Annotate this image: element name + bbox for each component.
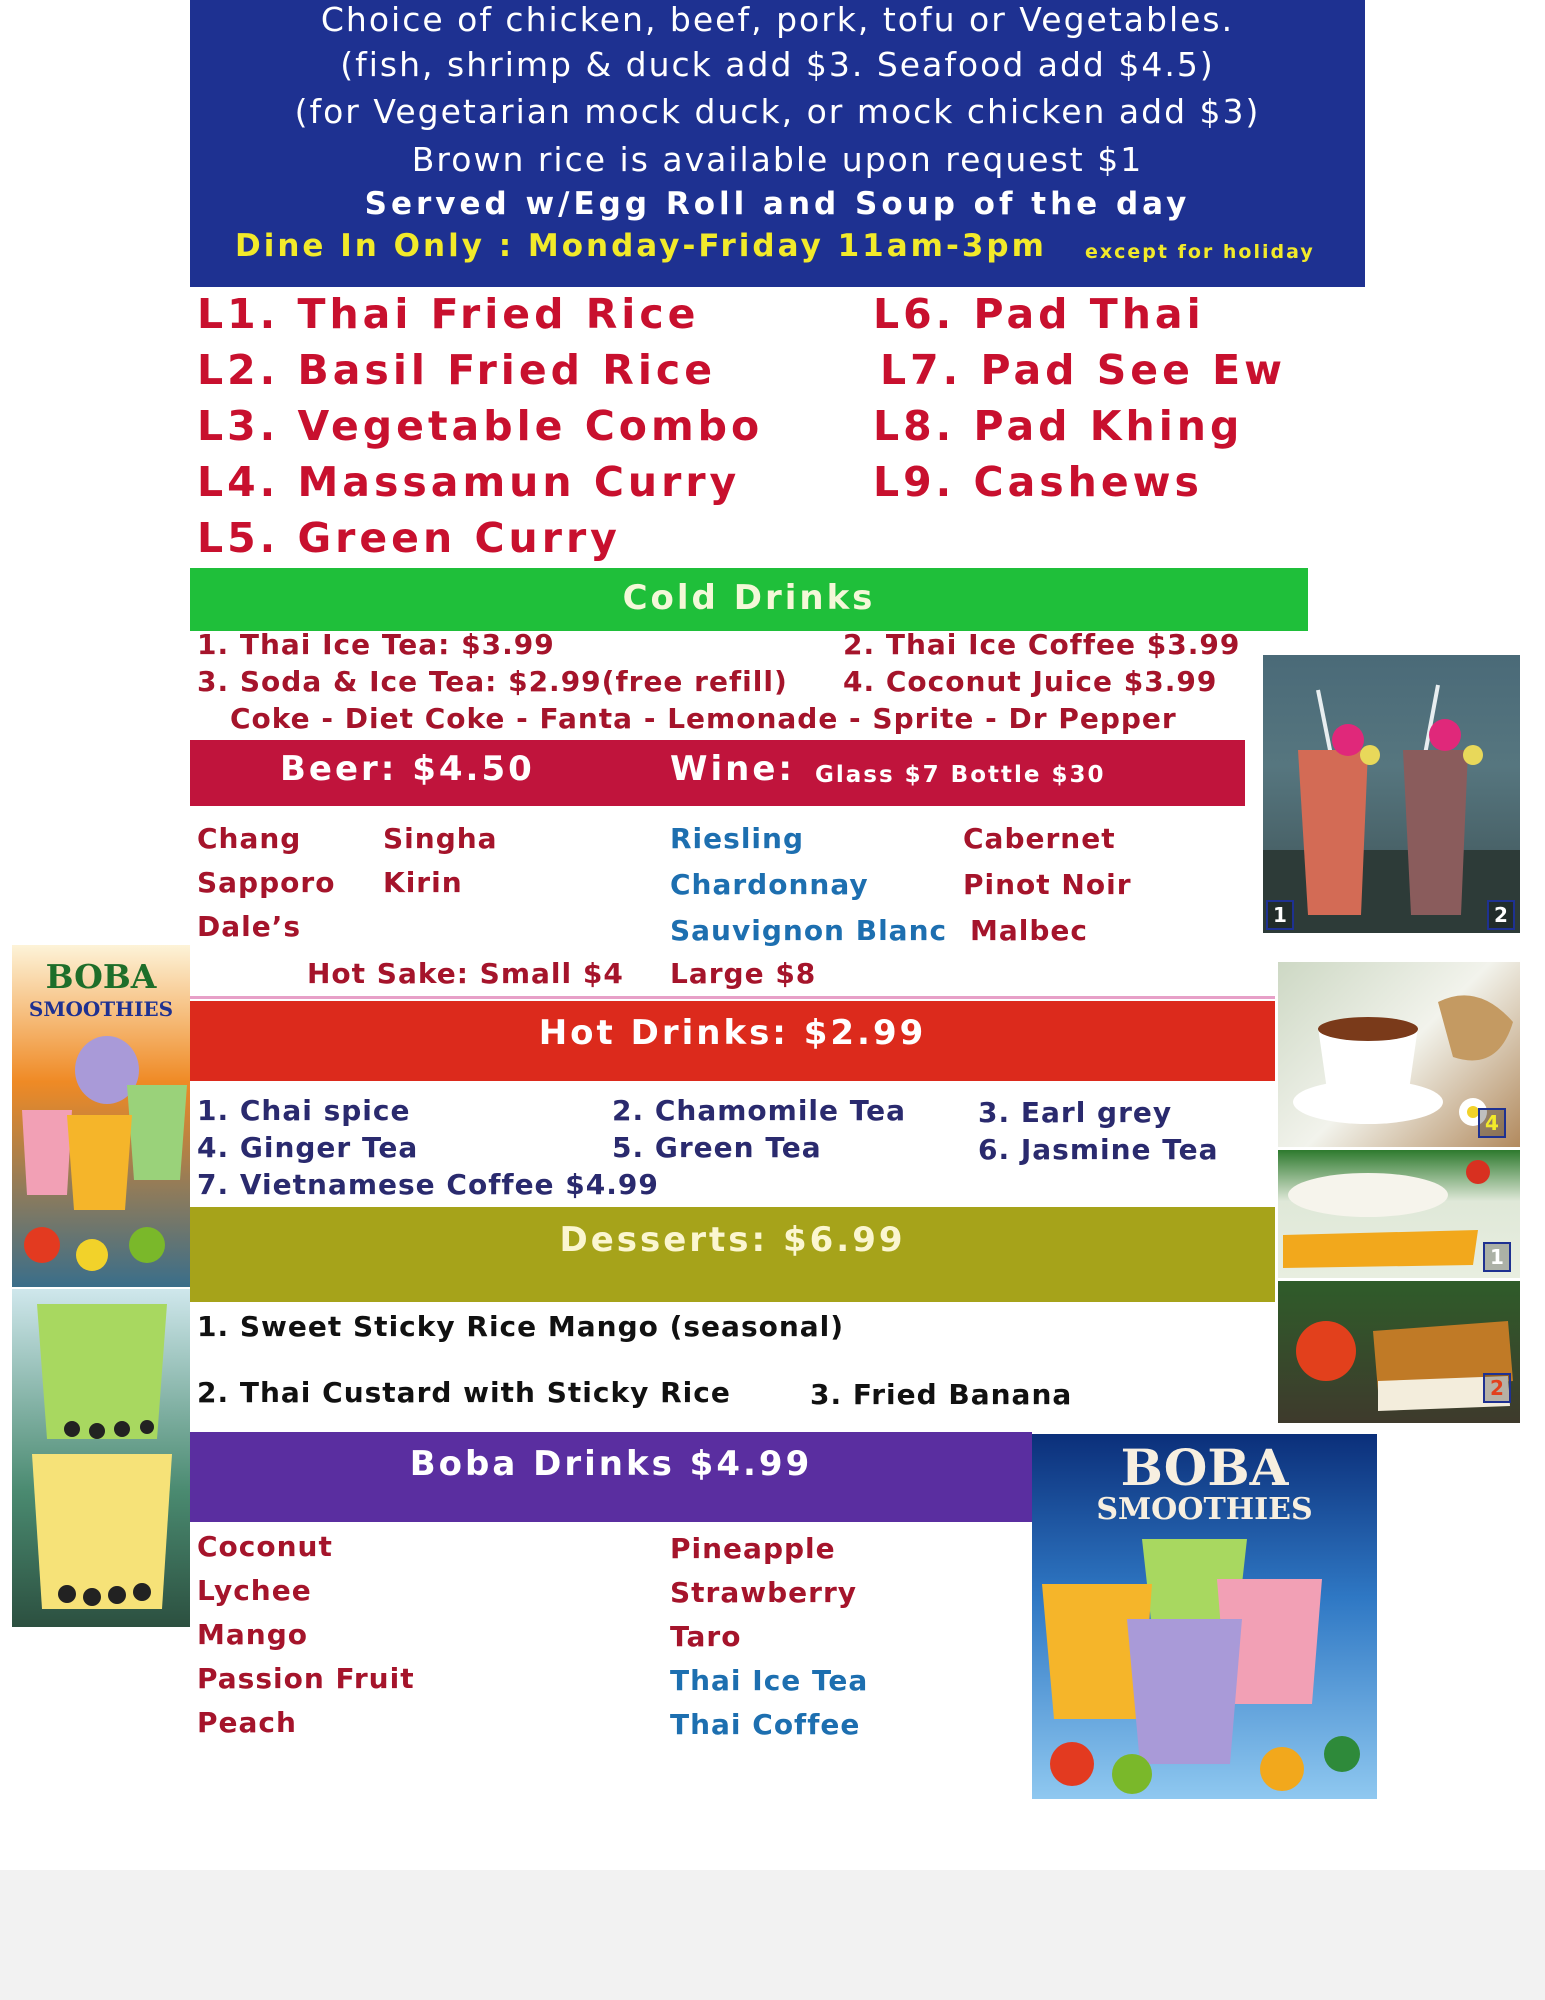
desserts-header: Desserts: $6.99 [190, 1207, 1275, 1302]
boba-smoothies-poster [1032, 1434, 1377, 1799]
lunch-item-l1: L1. Thai Fried Rice [197, 290, 700, 338]
dine-in-hours: Dine In Only : Monday-Friday 11am-3pm [235, 228, 1047, 264]
boba-drinks-header: Boba Drinks $4.99 [190, 1432, 1032, 1522]
boba-thai-ice-tea: Thai Ice Tea [670, 1664, 869, 1697]
hot-drink-1: 1. Chai spice [197, 1094, 411, 1127]
boba-mango: Mango [197, 1618, 308, 1651]
dessert-1: 1. Sweet Sticky Rice Mango (seasonal) [197, 1310, 845, 1343]
beer-wine-header [190, 740, 1245, 806]
hot-drink-4: 4. Ginger Tea [197, 1131, 419, 1164]
wine-cabernet: Cabernet [963, 822, 1116, 855]
mango-sticky-rice-photo [1278, 1150, 1520, 1278]
tea-badge-4: 4 [1478, 1108, 1506, 1138]
vegetarian-note: (for Vegetarian mock duck, or mock chicken add $3) [294, 92, 1261, 131]
boba-poster-subtitle: SMOOTHIES [1096, 1492, 1313, 1527]
boba-pineapple: Pineapple [670, 1532, 836, 1565]
wine-label: Wine: [670, 749, 796, 789]
hot-drink-2: 2. Chamomile Tea [612, 1094, 907, 1127]
soda-list: Coke - Diet Coke - Fanta - Lemonade - Sprite - Dr Pepper [230, 702, 1177, 735]
cold-drink-3: 3. Soda & Ice Tea: $2.99(free refill) [197, 665, 788, 698]
wine-pinot-noir: Pinot Noir [963, 868, 1132, 901]
hot-drink-3: 3. Earl grey [978, 1096, 1173, 1129]
wine-chardonnay: Chardonnay [670, 868, 869, 901]
page-bottom-margin [0, 1870, 1545, 2000]
boba-cups-illustration [12, 1289, 190, 1627]
boba-left-title: BOBA [45, 957, 157, 996]
boba-strawberry: Strawberry [670, 1576, 858, 1609]
beer-dales: Dale’s [197, 910, 302, 943]
hot-drink-7: 7. Vietnamese Coffee $4.99 [197, 1168, 659, 1201]
cold-drink-1 [197, 628, 555, 661]
upcharge-note: (fish, shrimp & duck add $3. Seafood add $4.5) [340, 45, 1215, 84]
boba-smoothies-banner-left [12, 945, 190, 1287]
wine-riesling: Riesling [670, 822, 804, 855]
dessert-2: 2. Thai Custard with Sticky Rice [197, 1376, 731, 1409]
lunch-item-l6: L6. Pad Thai [873, 290, 1205, 338]
beer-price: Beer: $4.50 [280, 749, 535, 789]
iced-drinks-illustration [1263, 655, 1520, 933]
wine-prices: Glass $7 Bottle $30 [815, 762, 1106, 788]
hot-tea-photo [1278, 962, 1520, 1147]
wine-malbec: Malbec [970, 914, 1088, 947]
holiday-note: except for holiday [1085, 241, 1315, 263]
boba-poster-title: BOBA [1120, 1438, 1289, 1497]
lunch-item-l4: L4. Massamun Curry [197, 458, 741, 506]
lunch-item-l9: L9. Cashews [873, 458, 1203, 506]
boba-left-subtitle: SMOOTHIES [28, 997, 174, 1021]
boba-coconut: Coconut [197, 1530, 333, 1563]
beer-chang: Chang [197, 822, 302, 855]
hot-drinks-header: Hot Drinks: $2.99 [190, 1001, 1275, 1081]
hot-drink-5: 5. Green Tea [612, 1131, 822, 1164]
cold-drinks-header: Cold Drinks [190, 568, 1308, 631]
beer-sapporo: Sapporo [197, 866, 336, 899]
cold-drink-4: 4. Coconut Juice $3.99 [843, 665, 1218, 698]
boba-cups-photo-left [12, 1289, 190, 1627]
header-banner [190, 0, 1365, 287]
thai-ice-drinks-photo [1263, 655, 1520, 933]
boba-peach: Peach [197, 1706, 297, 1739]
protein-choices: Choice of chicken, beef, pork, tofu or Vegetables. [320, 0, 1235, 39]
cold-drink-2: 2. Thai Ice Coffee $3.99 [843, 628, 1241, 661]
lunch-item-l8: L8. Pad Khing [873, 402, 1244, 450]
custard-photo [1278, 1281, 1520, 1423]
boba-lychee: Lychee [197, 1574, 312, 1607]
boba-passion-fruit: Passion Fruit [197, 1662, 415, 1695]
wine-sauvignon-blanc: Sauvignon Blanc [670, 914, 948, 947]
mango-badge-1: 1 [1483, 1242, 1511, 1272]
hot-sake-large: Large $8 [670, 957, 817, 990]
cold-drink-1-text: 1. Thai Ice Tea: $3.99 [197, 628, 555, 661]
custard-badge-2: 2 [1483, 1373, 1511, 1403]
lunch-item-l2: L2. Basil Fried Rice [197, 346, 717, 394]
lunch-item-l3: L3. Vegetable Combo [197, 402, 764, 450]
beer-singha: Singha [383, 822, 498, 855]
dessert-3: 3. Fried Banana [810, 1378, 1073, 1411]
lunch-item-l5: L5. Green Curry [197, 514, 621, 562]
lunch-item-l7: L7. Pad See Ew [880, 346, 1287, 394]
drinks-badge-2: 2 [1487, 900, 1515, 930]
boba-taro: Taro [670, 1620, 742, 1653]
boba-thai-coffee: Thai Coffee [670, 1708, 861, 1741]
hot-sake-small: Hot Sake: Small $4 [307, 957, 624, 990]
beer-kirin: Kirin [383, 866, 463, 899]
divider-line [190, 996, 1275, 999]
served-with-note: Served w/Egg Roll and Soup of the day [364, 186, 1191, 222]
hot-drink-6: 6. Jasmine Tea [978, 1133, 1219, 1166]
brown-rice-note: Brown rice is available upon request $1 [411, 140, 1144, 179]
drinks-badge-1: 1 [1266, 900, 1294, 930]
